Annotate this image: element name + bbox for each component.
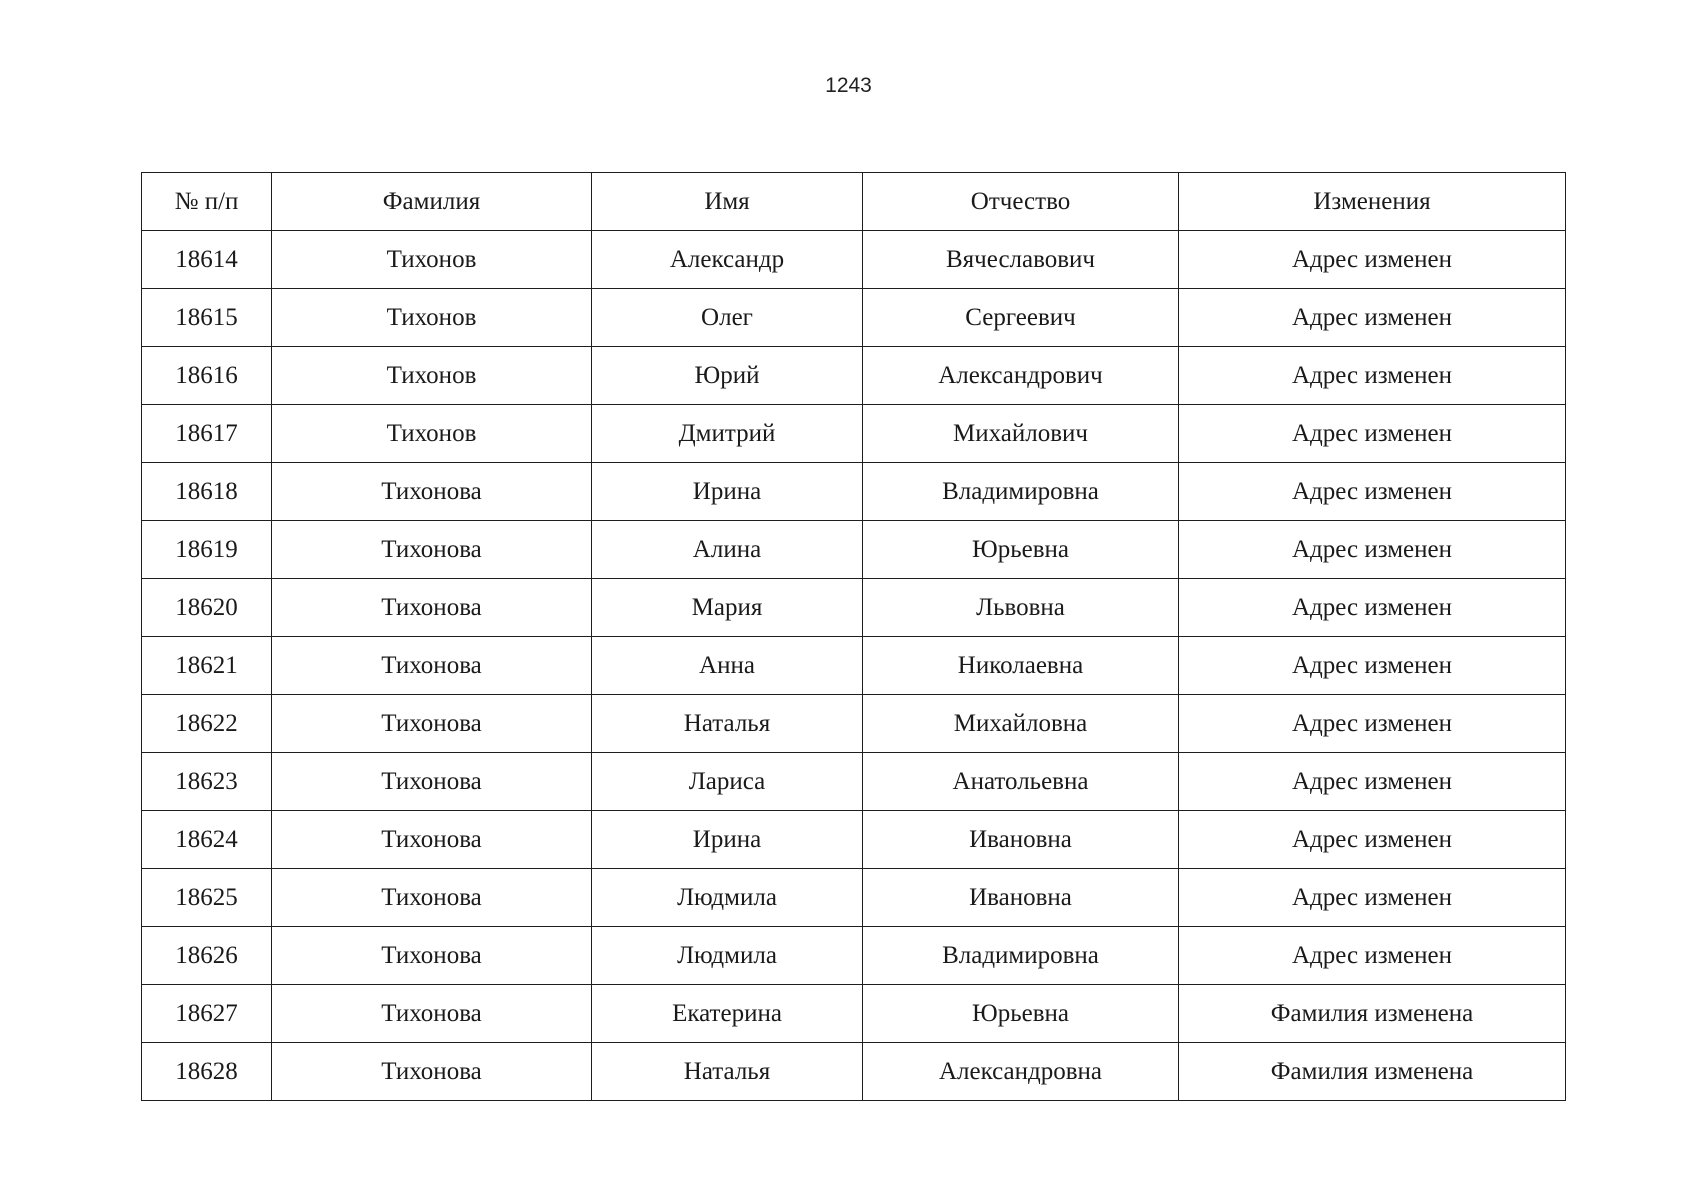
- cell-number: 18621: [142, 637, 272, 695]
- cell-last-name: Тихонов: [272, 405, 592, 463]
- cell-patronymic: Вячеславович: [863, 231, 1179, 289]
- cell-first-name: Мария: [592, 579, 863, 637]
- cell-changes: Адрес изменен: [1179, 579, 1566, 637]
- cell-first-name: Олег: [592, 289, 863, 347]
- cell-first-name: Людмила: [592, 869, 863, 927]
- registry-table: [141, 172, 1566, 1101]
- cell-last-name: Тихонова: [272, 985, 592, 1043]
- cell-changes: Адрес изменен: [1179, 289, 1566, 347]
- cell-first-name: Ирина: [592, 463, 863, 521]
- cell-patronymic: Юрьевна: [863, 985, 1179, 1043]
- cell-first-name: Анна: [592, 637, 863, 695]
- cell-patronymic: Анатольевна: [863, 753, 1179, 811]
- table-row: [142, 289, 1566, 347]
- cell-first-name: Наталья: [592, 1043, 863, 1101]
- cell-number: 18625: [142, 869, 272, 927]
- table-row: [142, 231, 1566, 289]
- cell-patronymic: Александрович: [863, 347, 1179, 405]
- cell-changes: Адрес изменен: [1179, 231, 1566, 289]
- cell-number: 18627: [142, 985, 272, 1043]
- cell-last-name: Тихонова: [272, 637, 592, 695]
- cell-first-name: Ирина: [592, 811, 863, 869]
- table-row: [142, 985, 1566, 1043]
- cell-last-name: Тихонова: [272, 869, 592, 927]
- cell-changes: Адрес изменен: [1179, 463, 1566, 521]
- column-header-patronymic: Отчество: [863, 173, 1179, 231]
- cell-patronymic: Ивановна: [863, 869, 1179, 927]
- table-row: [142, 637, 1566, 695]
- cell-first-name: Дмитрий: [592, 405, 863, 463]
- cell-number: 18619: [142, 521, 272, 579]
- cell-changes: Адрес изменен: [1179, 347, 1566, 405]
- cell-changes: Адрес изменен: [1179, 927, 1566, 985]
- cell-number: 18618: [142, 463, 272, 521]
- cell-changes: Адрес изменен: [1179, 521, 1566, 579]
- table-row: [142, 811, 1566, 869]
- cell-patronymic: Владимировна: [863, 927, 1179, 985]
- header-row: [142, 173, 1566, 231]
- cell-first-name: Наталья: [592, 695, 863, 753]
- table-row: [142, 579, 1566, 637]
- cell-last-name: Тихонов: [272, 289, 592, 347]
- cell-changes: Адрес изменен: [1179, 753, 1566, 811]
- cell-changes: Адрес изменен: [1179, 695, 1566, 753]
- cell-number: 18623: [142, 753, 272, 811]
- table-row: [142, 347, 1566, 405]
- cell-number: 18626: [142, 927, 272, 985]
- cell-changes: Фамилия изменена: [1179, 1043, 1566, 1101]
- cell-changes: Фамилия изменена: [1179, 985, 1566, 1043]
- cell-number: 18616: [142, 347, 272, 405]
- cell-first-name: Лариса: [592, 753, 863, 811]
- cell-last-name: Тихонова: [272, 695, 592, 753]
- cell-first-name: Алина: [592, 521, 863, 579]
- cell-patronymic: Александровна: [863, 1043, 1179, 1101]
- cell-first-name: Александр: [592, 231, 863, 289]
- table-row: [142, 753, 1566, 811]
- cell-first-name: Екатерина: [592, 985, 863, 1043]
- cell-last-name: Тихонова: [272, 927, 592, 985]
- cell-number: 18620: [142, 579, 272, 637]
- cell-last-name: Тихонова: [272, 579, 592, 637]
- cell-patronymic: Львовна: [863, 579, 1179, 637]
- column-header-changes: Изменения: [1179, 173, 1566, 231]
- cell-number: 18614: [142, 231, 272, 289]
- cell-number: 18617: [142, 405, 272, 463]
- cell-last-name: Тихонова: [272, 753, 592, 811]
- cell-last-name: Тихонова: [272, 463, 592, 521]
- cell-number: 18615: [142, 289, 272, 347]
- column-header-number: № п/п: [142, 173, 272, 231]
- table-row: [142, 927, 1566, 985]
- cell-number: 18628: [142, 1043, 272, 1101]
- table-row: [142, 405, 1566, 463]
- cell-last-name: Тихонова: [272, 521, 592, 579]
- cell-patronymic: Юрьевна: [863, 521, 1179, 579]
- table-body: [142, 231, 1566, 1101]
- cell-last-name: Тихонова: [272, 1043, 592, 1101]
- column-header-last-name: Фамилия: [272, 173, 592, 231]
- cell-last-name: Тихонов: [272, 231, 592, 289]
- cell-first-name: Юрий: [592, 347, 863, 405]
- cell-patronymic: Николаевна: [863, 637, 1179, 695]
- table-row: [142, 695, 1566, 753]
- cell-changes: Адрес изменен: [1179, 637, 1566, 695]
- cell-patronymic: Ивановна: [863, 811, 1179, 869]
- cell-changes: Адрес изменен: [1179, 869, 1566, 927]
- cell-patronymic: Сергеевич: [863, 289, 1179, 347]
- table-header: [142, 173, 1566, 231]
- page-number: 1243: [825, 74, 872, 97]
- cell-patronymic: Михайловна: [863, 695, 1179, 753]
- cell-changes: Адрес изменен: [1179, 811, 1566, 869]
- cell-first-name: Людмила: [592, 927, 863, 985]
- column-header-first-name: Имя: [592, 173, 863, 231]
- cell-number: 18622: [142, 695, 272, 753]
- cell-last-name: Тихонов: [272, 347, 592, 405]
- table-row: [142, 1043, 1566, 1101]
- cell-last-name: Тихонова: [272, 811, 592, 869]
- cell-number: 18624: [142, 811, 272, 869]
- cell-patronymic: Михайлович: [863, 405, 1179, 463]
- table-row: [142, 869, 1566, 927]
- cell-changes: Адрес изменен: [1179, 405, 1566, 463]
- table-row: [142, 521, 1566, 579]
- table-row: [142, 463, 1566, 521]
- cell-patronymic: Владимировна: [863, 463, 1179, 521]
